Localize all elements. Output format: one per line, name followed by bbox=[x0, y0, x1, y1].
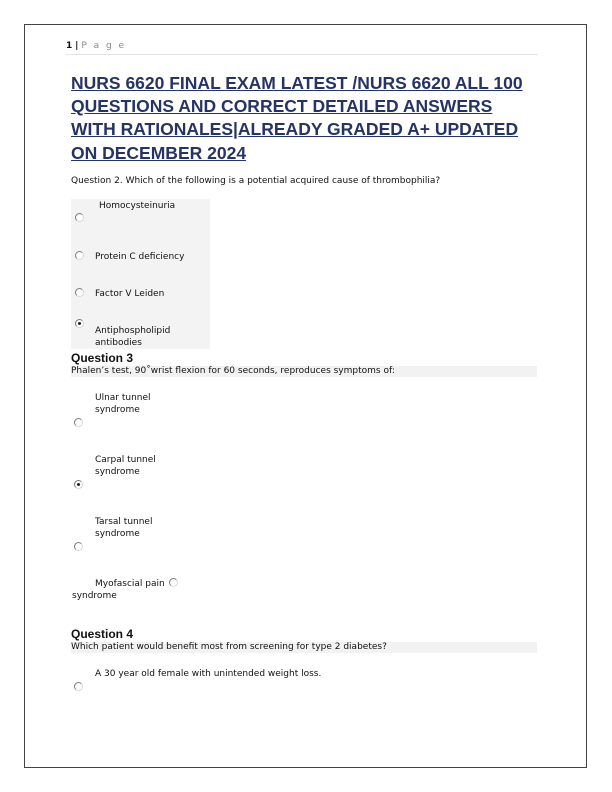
q3-option-1-label: Ulnar tunnel syndrome bbox=[95, 393, 151, 415]
q2-option-2-radio[interactable] bbox=[75, 251, 84, 260]
q3-option-2-label: Carpal tunnel syndrome bbox=[95, 455, 156, 477]
q4-option-1-label: A 30 year old female with unintended weight loss. bbox=[95, 669, 322, 679]
page-separator: | bbox=[75, 41, 79, 51]
q2-option-2-label: Protein C deficiency bbox=[95, 252, 185, 262]
q3-option-4-label: Myofascial pain syndrome bbox=[72, 579, 165, 601]
document-title: NURS 6620 FINAL EXAM LATEST /NURS 6620 ALL 100 QUESTIONS AND CORRECT DETAILED ANSWERS WITH RATIONALES|ALREADY GRADED A+ UPDATED ON DECEMBER 2024 bbox=[71, 73, 523, 163]
q2-option-3-radio[interactable] bbox=[75, 288, 84, 297]
question-4-bar bbox=[71, 642, 537, 653]
q2-option-1-label: Homocysteinuria bbox=[99, 201, 176, 211]
q2-option-4-radio[interactable] bbox=[75, 319, 84, 328]
q4-option-1-radio[interactable] bbox=[74, 682, 83, 691]
question-2-text: Question 2. Which of the following is a potential acquired cause of thrombophilia? bbox=[71, 176, 441, 186]
q3-option-1-radio[interactable] bbox=[74, 418, 83, 427]
q2-option-1-radio[interactable] bbox=[75, 213, 84, 222]
page-header bbox=[66, 40, 538, 55]
q3-option-3-radio[interactable] bbox=[74, 542, 83, 551]
question-3-heading: Question 3 bbox=[71, 351, 134, 365]
q3-option-2-radio[interactable] bbox=[74, 480, 83, 489]
page-word: P a g e bbox=[81, 41, 127, 51]
question-3-bar bbox=[71, 366, 537, 377]
q2-option-3-label: Factor V Leiden bbox=[95, 289, 165, 299]
question-4-text: Which patient would benefit most from screening for type 2 diabetes? bbox=[71, 642, 387, 652]
q3-option-3-label: Tarsal tunnel syndrome bbox=[95, 517, 153, 539]
page-number: 1 bbox=[66, 41, 73, 51]
question-3-text: Phalen’s test, 90˚wrist flexion for 60 seconds, reproduces symptoms of: bbox=[71, 366, 395, 376]
question-4-heading: Question 4 bbox=[71, 627, 134, 641]
q2-option-4-label: Antiphospholipid antibodies bbox=[95, 326, 171, 348]
q3-option-4-radio[interactable] bbox=[169, 578, 178, 587]
